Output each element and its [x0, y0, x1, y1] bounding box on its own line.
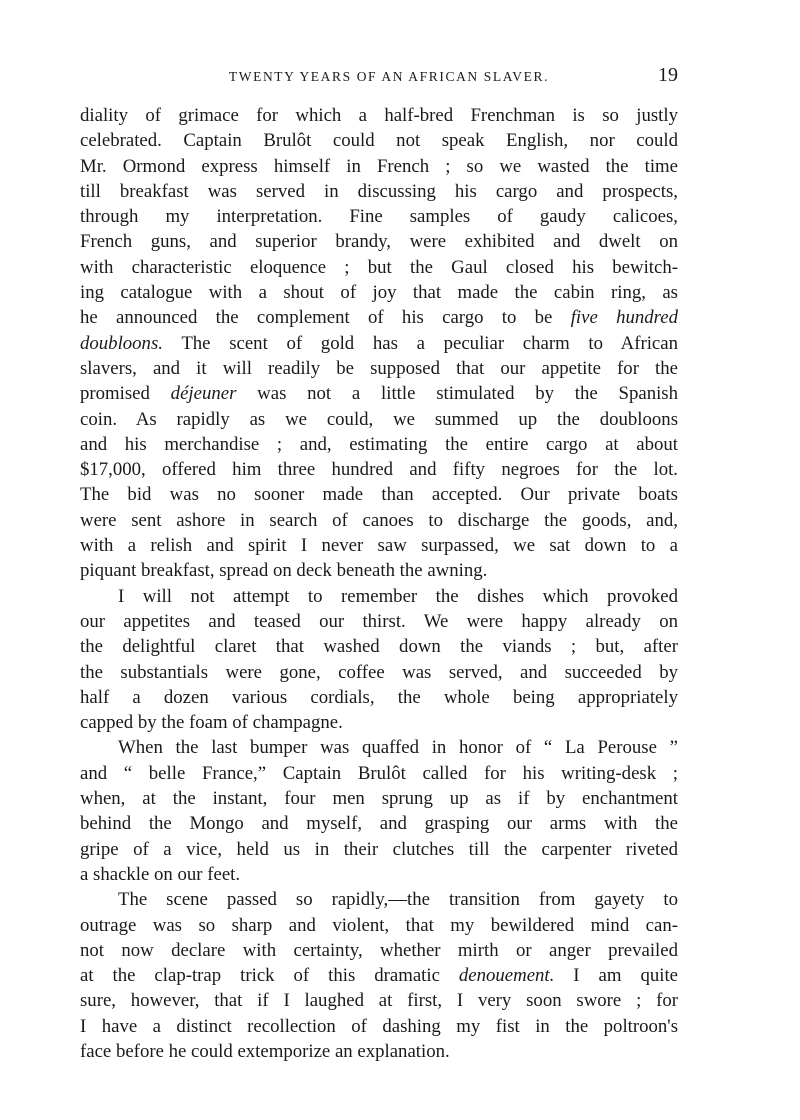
text-run: and “ belle France,” Captain Brulôt called for his writing-desk ; [80, 762, 678, 784]
text-run: face before he could extemporize an explanation. [80, 1040, 450, 1062]
text-line [80, 887, 678, 912]
italic-text: five hundred [570, 307, 678, 329]
text-line [80, 558, 678, 583]
text-line [80, 634, 678, 659]
text-run: a shackle on our feet. [80, 863, 241, 885]
text-run: When the last bumper was quaffed in honor of “ La Perouse ” [118, 737, 678, 759]
text-run: The scent of gold has a peculiar charm to African [162, 332, 678, 354]
text-line [80, 482, 678, 507]
text-line [80, 204, 678, 229]
paragraph [80, 735, 678, 887]
text-line [80, 179, 678, 204]
text-run: with characteristic eloquence ; but the Gaul closed his bewitch- [80, 256, 678, 278]
italic-text: doubloons. [80, 332, 163, 354]
text-run: slavers, and it will readily be supposed that our appetite for the [80, 357, 678, 379]
text-line [80, 938, 678, 963]
text-line [80, 685, 678, 710]
text-run: diality of grimace for which a half-bred Frenchman is so justly [80, 105, 678, 126]
text-run: piquant breakfast, spread on deck beneath the awning. [80, 560, 488, 582]
text-line [80, 786, 678, 811]
text-run: when, at the instant, four men sprung up as if by enchantment [80, 788, 678, 810]
text-line [80, 457, 678, 482]
text-run: our appetites and teased our thirst. We were happy already on [80, 610, 678, 632]
text-line [80, 508, 678, 533]
text-run: French guns, and superior brandy, were exhibited and dwelt on [80, 231, 678, 253]
text-run: outrage was so sharp and violent, that my bewildered mind can- [80, 914, 678, 936]
italic-text: denouement. [458, 965, 555, 987]
text-line [80, 735, 678, 760]
text-run: the substantials were gone, coffee was served, and succeeded by [80, 661, 678, 683]
text-line [80, 280, 678, 305]
text-run: till breakfast was served in discussing his cargo and prospects, [80, 180, 678, 202]
text-run: through my interpretation. Fine samples of gaudy calicoes, [80, 206, 678, 228]
text-line [80, 761, 678, 786]
text-run: celebrated. Captain Brulôt could not speak English, nor could [80, 130, 678, 152]
body-text [80, 103, 678, 1064]
paragraph [80, 584, 678, 736]
text-run: sure, however, that if I laughed at first, I very soon swore ; for [80, 990, 678, 1012]
text-run: Mr. Ormond express himself in French ; so we wasted the time [80, 155, 678, 177]
running-head [80, 64, 678, 87]
text-run: the delightful claret that washed down the viands ; but, after [80, 636, 678, 658]
text-run: he announced the complement of his cargo to be [80, 307, 571, 329]
text-run: half a dozen various cordials, the whole being appropriately [80, 686, 678, 708]
text-line [80, 584, 678, 609]
text-run: not now declare with certainty, whether mirth or anger prevailed [80, 939, 678, 961]
text-run: and his merchandise ; and, estimating the entire cargo at about [80, 433, 678, 455]
text-line [80, 432, 678, 457]
text-run: capped by the foam of champagne. [80, 712, 343, 734]
text-run: I will not attempt to remember the dishes which provoked [118, 585, 678, 607]
text-line [80, 1039, 678, 1064]
text-run: gripe of a vice, held us in their clutches till the carpenter riveted [80, 838, 678, 860]
paragraph [80, 103, 678, 584]
text-line [80, 660, 678, 685]
text-run: were sent ashore in search of canoes to discharge the goods, and, [80, 509, 678, 531]
running-head-title: TWENTY YEARS OF AN AFRICAN SLAVER. [228, 69, 550, 84]
text-run: I am quite [554, 965, 678, 987]
text-line [80, 1014, 678, 1039]
text-line [80, 229, 678, 254]
text-run: The bid was no sooner made than accepted. Our private boats [80, 484, 678, 506]
text-run: ing catalogue with a shout of joy that made the cabin ring, as [80, 282, 678, 304]
text-run: I have a distinct recollection of dashing my fist in the poltroon's [80, 1015, 678, 1037]
text-line [80, 381, 678, 406]
text-run: behind the Mongo and myself, and grasping our arms with the [80, 813, 678, 835]
text-line [80, 988, 678, 1013]
text-line [80, 862, 678, 887]
text-run: The scene passed so rapidly,—the transition from gayety to [118, 889, 678, 911]
text-line [80, 305, 678, 330]
text-line [80, 103, 678, 128]
text-run: with a relish and spirit I never saw surpassed, we sat down to a [80, 535, 678, 557]
text-line [80, 710, 678, 735]
text-line [80, 913, 678, 938]
text-line [80, 811, 678, 836]
text-line [80, 356, 678, 381]
text-line [80, 609, 678, 634]
text-line [80, 533, 678, 558]
text-line [80, 331, 678, 356]
text-line [80, 407, 678, 432]
paragraph [80, 887, 678, 1064]
text-run: coin. As rapidly as we could, we summed up the doubloons [80, 408, 678, 430]
text-line [80, 963, 678, 988]
text-run: promised [80, 383, 171, 405]
text-line [80, 128, 678, 153]
text-line [80, 255, 678, 280]
italic-text: déjeuner [170, 383, 237, 405]
text-run: at the clap-trap trick of this dramatic [80, 965, 459, 987]
page-number: 19 [658, 64, 678, 86]
text-line [80, 837, 678, 862]
text-run: $17,000, offered him three hundred and fifty negroes for the lot. [80, 459, 678, 481]
text-line [80, 154, 678, 179]
text-run: was not a little stimulated by the Spanish [236, 383, 678, 405]
